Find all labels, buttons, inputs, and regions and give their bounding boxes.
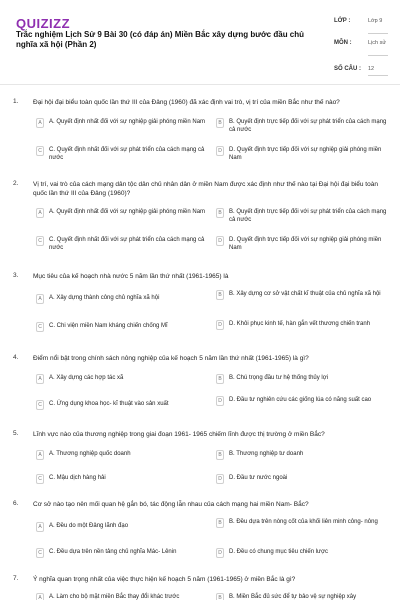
option-letter-box: B — [216, 118, 224, 128]
option-text: B. Quyết định trực tiếp đối với sự phát triển của cách mạng cả nước — [229, 209, 387, 223]
question-text: Điểm nổi bật trong chính sách nông nghiệp của kế hoạch 5 năm lần thứ nhất (1961-1965) là gì? — [33, 355, 309, 362]
meta-class-line — [368, 33, 388, 34]
option-text: A. Quyết định nhất đối với sự nghiệp giải phóng miền Nam — [49, 209, 206, 215]
option-letter-box: A — [36, 450, 44, 460]
meta-class-label: LỚP : — [334, 18, 351, 24]
option-text: A. Xây dựng thành công chủ nghĩa xã hội — [49, 295, 160, 301]
option-letter-box: B — [216, 374, 224, 384]
question-number: 4. — [13, 354, 19, 361]
meta-count-value: 12 — [368, 66, 375, 72]
option-letter-box: A — [36, 294, 44, 304]
option-letter-box: D — [216, 236, 224, 246]
option-text: D. Quyết định trực tiếp đối với sự nghiệp giải phóng miền Nam — [229, 237, 382, 251]
option-letter-box: D — [216, 548, 224, 558]
option-letter-box: C — [36, 474, 44, 484]
meta-subject-line — [368, 55, 388, 56]
question-text: Ý nghĩa quan trọng nhất của việc thực hiện kế hoạch 5 năm (1961-1965) ở miền Bắc là gì? — [33, 576, 296, 583]
option-letter-box: B — [216, 208, 224, 218]
option-text: C. Đều dựa trên nền tảng chủ nghĩa Mác- Lênin — [49, 549, 177, 555]
meta-count-label: SỐ CÂU : — [334, 66, 361, 72]
option-letter-box: C — [36, 146, 44, 156]
question-text: Vị trí, vai trò của cách mạng dân tộc dân chủ nhân dân ở miền Nam được xác định như thế nào tại Đại hội đại biểu toàn quốc lần thứ III của Đảng (1960)? — [33, 181, 378, 197]
option-text: D. Đầu tư nghiên cứu các giống lúa có năng suất cao — [229, 397, 372, 403]
meta-subject-value: Lịch sử — [368, 40, 387, 46]
quizizz-logo: QUIZIZZ — [16, 16, 71, 31]
option-letter-box: A — [36, 593, 44, 600]
question-number: 1. — [13, 98, 19, 105]
option-text: B. Quyết định trực tiếp đối với sự phát triển của cách mạng cả nước — [229, 119, 387, 133]
option-text: D. Khôi phục kinh tế, hàn gắn vết thương chiến tranh — [229, 321, 371, 327]
question-number: 7. — [13, 575, 19, 582]
option-text: A. Xây dựng các hợp tác xã — [49, 375, 124, 381]
question-text: Đại hội đại biểu toàn quốc lần thứ III của Đảng (1960) đã xác định vai trò, vị trí của miền Bắc như thế nào? — [33, 99, 340, 106]
option-text: B. Chú trọng đầu tư hệ thống thủy lợi — [229, 375, 329, 381]
question-number: 2. — [13, 180, 19, 187]
option-text: D. Đều có chung mục tiêu chiến lược — [229, 549, 328, 555]
option-letter-box: B — [216, 593, 224, 600]
option-letter-box: C — [36, 236, 44, 246]
question-number: 6. — [13, 500, 19, 507]
option-letter-box: D — [216, 396, 224, 406]
option-text: B. Đều dựa trên nòng cốt của khối liên minh công- nông — [229, 519, 378, 525]
option-text: B. Xây dựng cơ sở vật chất kĩ thuật của chủ nghĩa xã hội — [229, 291, 381, 297]
option-text: C. Ứng dụng khoa học- kĩ thuật vào sản xuất — [49, 401, 169, 407]
option-text: B. Thương nghiệp tư doanh — [229, 451, 304, 457]
option-text: D. Đầu tư nước ngoài — [229, 475, 288, 481]
option-text: C. Chi viện miền Nam kháng chiến chống Mĩ — [49, 323, 168, 329]
option-text: A. Đều do một Đảng lãnh đạo — [49, 523, 129, 529]
page-header — [0, 0, 400, 80]
option-text: D. Quyết định trực tiếp đối với sự nghiệp giải phóng miền Nam — [229, 147, 382, 161]
question-text: Lĩnh vực nào của thương nghiệp trong giai đoạn 1961- 1965 chiếm lĩnh được thị trường ở miền Bắc? — [33, 431, 325, 438]
option-letter-box: A — [36, 118, 44, 128]
option-letter-box: D — [216, 320, 224, 330]
header-divider — [0, 84, 400, 85]
question-number: 3. — [13, 272, 19, 279]
option-letter-box: D — [216, 146, 224, 156]
option-text: C. Quyết định nhất đối với sự phát triển của cách mạng cả nước — [49, 147, 205, 161]
option-letter-box: D — [216, 474, 224, 484]
option-text: C. Quyết định nhất đối với sự phát triển của cách mạng cả nước — [49, 237, 205, 251]
option-letter-box: C — [36, 322, 44, 332]
meta-count-line — [368, 75, 388, 76]
option-letter-box: C — [36, 548, 44, 558]
question-text: Cơ sở nào tạo nên mối quan hệ gắn bó, tác động lẫn nhau của cách mạng hai miền Nam- Bắc? — [33, 501, 309, 508]
option-letter-box: A — [36, 208, 44, 218]
option-letter-box: C — [36, 400, 44, 410]
question-number: 5. — [13, 430, 19, 437]
option-letter-box: B — [216, 518, 224, 528]
option-text: C. Mậu dịch hàng hải — [49, 475, 106, 481]
option-text: B. Miền Bắc đủ sức để tự bảo vệ sự nghiệp xây — [229, 594, 357, 600]
question-text: Mục tiêu của kế hoạch nhà nước 5 năm lần thứ nhất (1961-1965) là — [33, 273, 229, 280]
option-text: A. Thương nghiệp quốc doanh — [49, 451, 131, 457]
option-text: A. Làm cho bộ mặt miền Bắc thay đổi khác trước — [49, 594, 180, 600]
meta-subject-label: MÔN : — [334, 40, 352, 46]
option-letter-box: A — [36, 522, 44, 532]
document-title: Trắc nghiệm Lịch Sử 9 Bài 30 (có đáp án) Miền Bắc xây dựng bước đầu chủ nghĩa xã hội (Phần 2) — [16, 30, 305, 49]
option-letter-box: B — [216, 450, 224, 460]
option-letter-box: A — [36, 374, 44, 384]
option-text: A. Quyết định nhất đối với sự nghiệp giải phóng miền Nam — [49, 119, 206, 125]
meta-class-value: Lớp 9 — [368, 18, 383, 24]
option-letter-box: B — [216, 290, 224, 300]
